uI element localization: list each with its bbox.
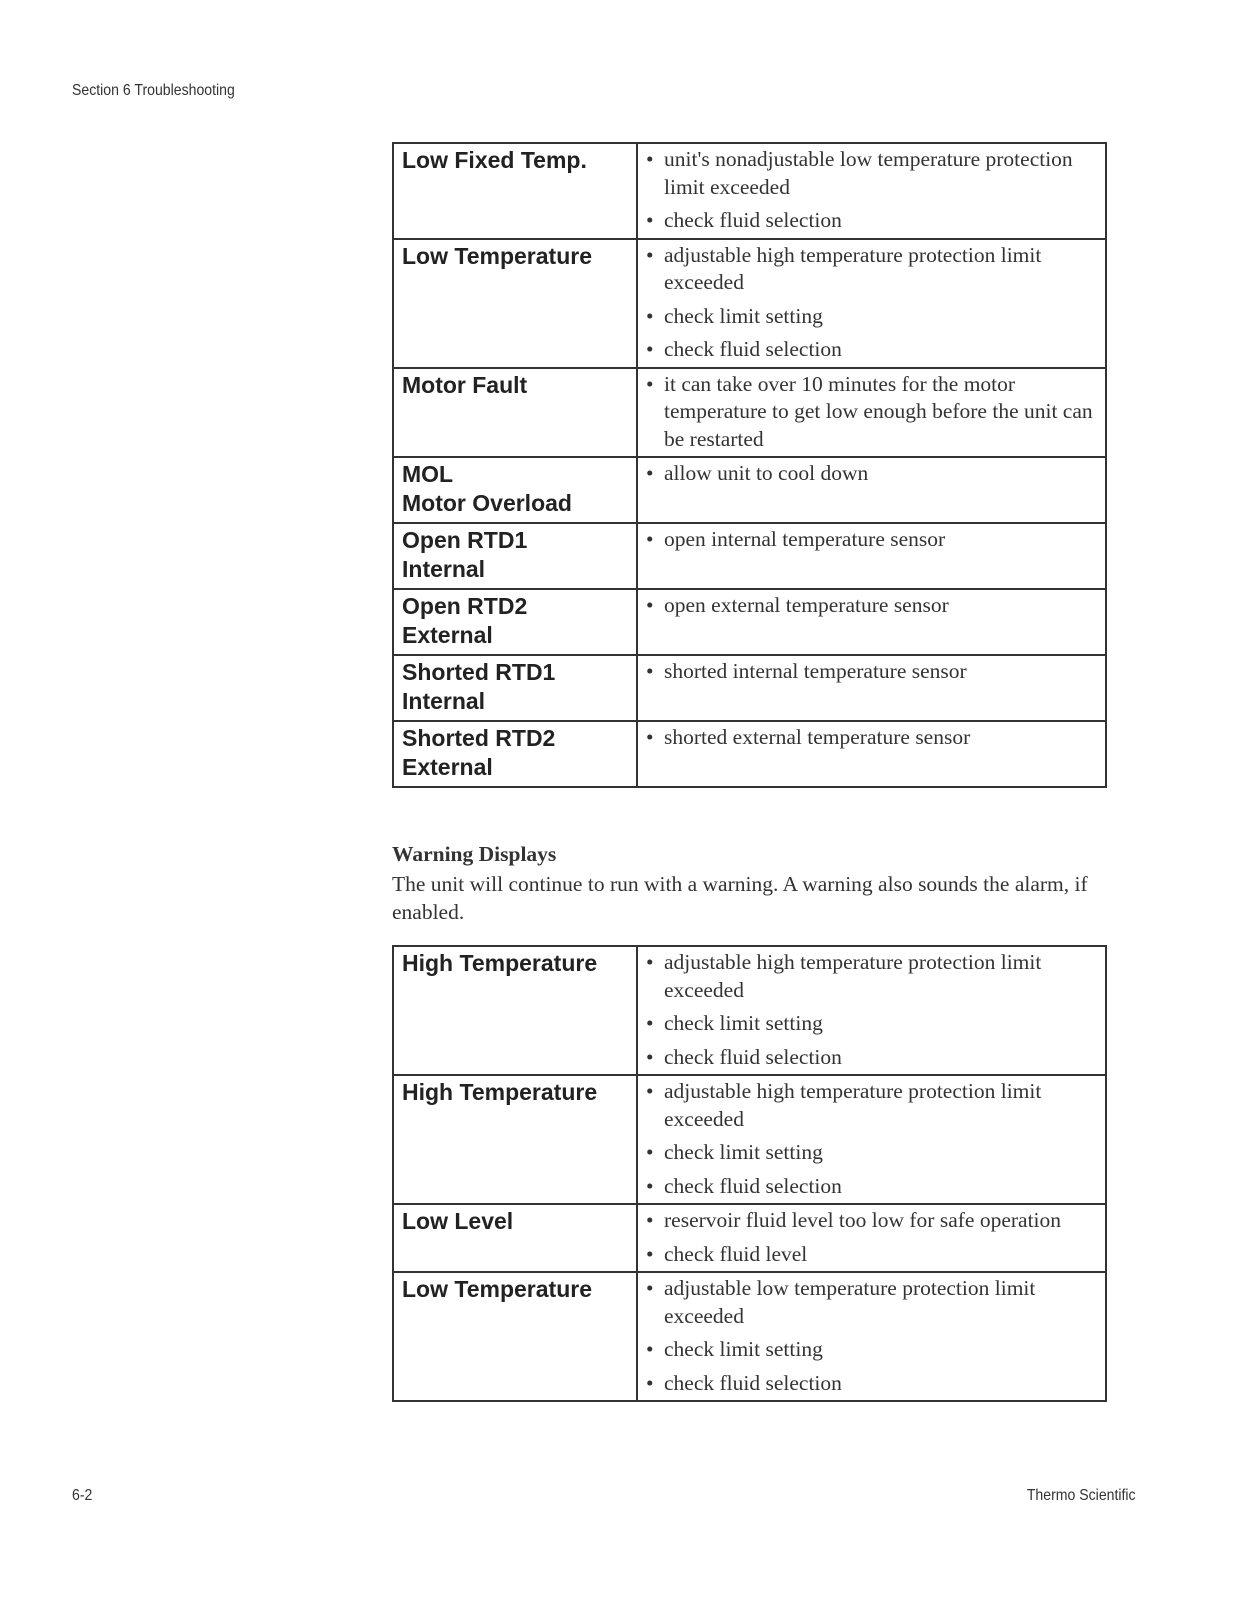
bullet-icon: • <box>646 461 654 485</box>
condition-actions-cell <box>637 239 1106 368</box>
table-row <box>393 143 1106 239</box>
condition-name: High Temperature <box>402 950 598 976</box>
action-list <box>646 146 1097 235</box>
fault-table <box>392 142 1107 788</box>
condition-subname: Internal <box>402 688 486 714</box>
list-item <box>646 1078 1097 1133</box>
condition-name-cell <box>393 1075 637 1204</box>
list-item <box>646 526 1097 554</box>
bullet-icon: • <box>646 371 654 396</box>
condition-name: Motor Fault <box>402 371 528 398</box>
list-item <box>646 949 1097 1004</box>
condition-actions-cell <box>637 721 1106 787</box>
action-list <box>646 1078 1097 1200</box>
action-list <box>646 1275 1097 1397</box>
action-list <box>646 371 1097 454</box>
action-list <box>646 460 1097 488</box>
list-item <box>646 1241 1097 1269</box>
table-row <box>393 655 1106 721</box>
condition-name: Low Temperature <box>402 242 592 269</box>
table-row <box>393 523 1106 589</box>
condition-name-cell <box>393 368 637 458</box>
warning-displays-heading: Warning Displays <box>392 842 557 866</box>
condition-actions-cell <box>637 523 1106 589</box>
condition-name-cell <box>393 239 637 368</box>
list-item-text: check limit setting <box>664 1337 823 1361</box>
condition-name: High Temperature <box>402 1079 598 1105</box>
condition-name: Open RTD1 <box>402 527 528 553</box>
warning-displays-text: The unit will continue to run with a warning. A warning also sounds the alarm, if enabled. <box>392 872 1088 924</box>
action-list <box>646 242 1097 364</box>
condition-name: Low Temperature <box>402 1276 592 1302</box>
list-item <box>646 336 1097 364</box>
list-item <box>646 460 1097 488</box>
list-item-text: open internal temperature sensor <box>664 527 946 551</box>
condition-name: Shorted RTD1 <box>402 659 556 685</box>
list-item-text: adjustable high temperature protection limit exceeded <box>664 242 1042 294</box>
list-item <box>646 242 1097 297</box>
condition-name-cell <box>393 655 637 721</box>
list-item-text: check limit setting <box>664 1140 823 1164</box>
action-list <box>646 1207 1097 1268</box>
list-item-text: check limit setting <box>664 303 823 328</box>
bullet-icon: • <box>646 1208 654 1232</box>
list-item <box>646 371 1097 454</box>
table-row <box>393 946 1106 1075</box>
action-list <box>646 526 1097 554</box>
bullet-icon: • <box>646 303 654 328</box>
condition-name-cell <box>393 457 637 523</box>
table-row <box>393 589 1106 655</box>
bullet-icon: • <box>646 1370 654 1395</box>
bullet-icon: • <box>646 208 654 232</box>
list-item-text: check limit setting <box>664 1011 823 1035</box>
bullet-icon: • <box>646 659 654 683</box>
list-item <box>646 1207 1097 1235</box>
bullet-icon: • <box>646 1011 654 1035</box>
condition-actions-cell <box>637 1272 1106 1401</box>
bullet-icon: • <box>646 1276 654 1300</box>
list-item <box>646 658 1097 686</box>
list-item-text: check fluid selection <box>664 1173 842 1198</box>
list-item-text: check fluid selection <box>664 337 842 361</box>
list-item <box>646 1275 1097 1330</box>
list-item <box>646 1139 1097 1167</box>
list-item-text: shorted internal temperature sensor <box>664 659 967 683</box>
condition-name: Shorted RTD2 <box>402 725 556 751</box>
list-item-text: adjustable high temperature protection limit exceeded <box>664 950 1042 1002</box>
table-row <box>393 1075 1106 1204</box>
list-item-text: adjustable high temperature protection limit exceeded <box>664 1079 1042 1131</box>
list-item-text: adjustable low temperature protection limit exceeded <box>664 1276 1036 1328</box>
list-item-text: shorted external temperature sensor <box>664 725 971 749</box>
bullet-icon: • <box>646 1044 654 1069</box>
footer-brand: Thermo Scientific <box>1027 1487 1136 1504</box>
bullet-icon: • <box>646 1337 654 1361</box>
condition-name-cell <box>393 1272 637 1401</box>
condition-name: Open RTD2 <box>402 593 528 619</box>
bullet-icon: • <box>646 593 654 617</box>
list-item <box>646 207 1097 235</box>
list-item <box>646 303 1097 331</box>
table-row <box>393 457 1106 523</box>
list-item <box>646 1336 1097 1364</box>
condition-name: MOL <box>402 461 454 487</box>
table-row <box>393 368 1106 458</box>
table-row <box>393 1204 1106 1272</box>
condition-actions-cell <box>637 1075 1106 1204</box>
table-row <box>393 721 1106 787</box>
running-header: Section 6 Troubleshooting <box>72 82 235 99</box>
bullet-icon: • <box>646 1173 654 1198</box>
condition-name-cell <box>393 589 637 655</box>
warning-table <box>392 945 1107 1402</box>
condition-subname: Motor Overload <box>402 490 572 516</box>
condition-name: Low Level <box>402 1208 514 1234</box>
condition-actions-cell <box>637 143 1106 239</box>
list-item-text: allow unit to cool down <box>664 461 869 485</box>
list-item <box>646 1173 1097 1201</box>
condition-subname: External <box>402 622 493 648</box>
list-item <box>646 592 1097 620</box>
bullet-icon: • <box>646 1079 654 1103</box>
fault-table-body <box>393 143 1106 787</box>
condition-actions-cell <box>637 946 1106 1075</box>
table-row <box>393 239 1106 368</box>
bullet-icon: • <box>646 950 654 974</box>
list-item-text: unit's nonadjustable low temperature protection limit exceeded <box>664 147 1073 199</box>
action-list <box>646 724 1097 752</box>
action-list <box>646 592 1097 620</box>
condition-subname: External <box>402 754 493 780</box>
bullet-icon: • <box>646 1241 654 1266</box>
condition-actions-cell <box>637 1204 1106 1272</box>
condition-subname: Internal <box>402 556 486 582</box>
list-item-text: check fluid selection <box>664 1044 842 1069</box>
action-list <box>646 949 1097 1071</box>
condition-actions-cell <box>637 457 1106 523</box>
list-item <box>646 146 1097 201</box>
condition-name-cell <box>393 946 637 1075</box>
table-row <box>393 1272 1106 1401</box>
list-item-text: check fluid selection <box>664 1370 842 1395</box>
condition-name-cell <box>393 1204 637 1272</box>
warning-table-body <box>393 946 1106 1401</box>
bullet-icon: • <box>646 147 654 171</box>
list-item-text: reservoir fluid level too low for safe operation <box>664 1208 1062 1232</box>
list-item <box>646 1044 1097 1072</box>
page-number: 6-2 <box>72 1487 93 1504</box>
bullet-icon: • <box>646 527 654 551</box>
list-item-text: it can take over 10 minutes for the motor temperature to get low enough before the unit can be restarted <box>664 371 1093 451</box>
condition-actions-cell <box>637 589 1106 655</box>
condition-actions-cell <box>637 368 1106 458</box>
bullet-icon: • <box>646 725 654 749</box>
list-item-text: check fluid level <box>664 1241 808 1266</box>
list-item-text: open external temperature sensor <box>664 593 949 617</box>
condition-name-cell <box>393 523 637 589</box>
condition-name-cell <box>393 721 637 787</box>
condition-actions-cell <box>637 655 1106 721</box>
condition-name-cell <box>393 143 637 239</box>
list-item <box>646 724 1097 752</box>
bullet-icon: • <box>646 242 654 267</box>
bullet-icon: • <box>646 1140 654 1164</box>
action-list <box>646 658 1097 686</box>
list-item-text: check fluid selection <box>664 208 842 232</box>
list-item <box>646 1010 1097 1038</box>
condition-name: Low Fixed Temp. <box>402 147 587 173</box>
list-item <box>646 1370 1097 1398</box>
bullet-icon: • <box>646 337 654 361</box>
